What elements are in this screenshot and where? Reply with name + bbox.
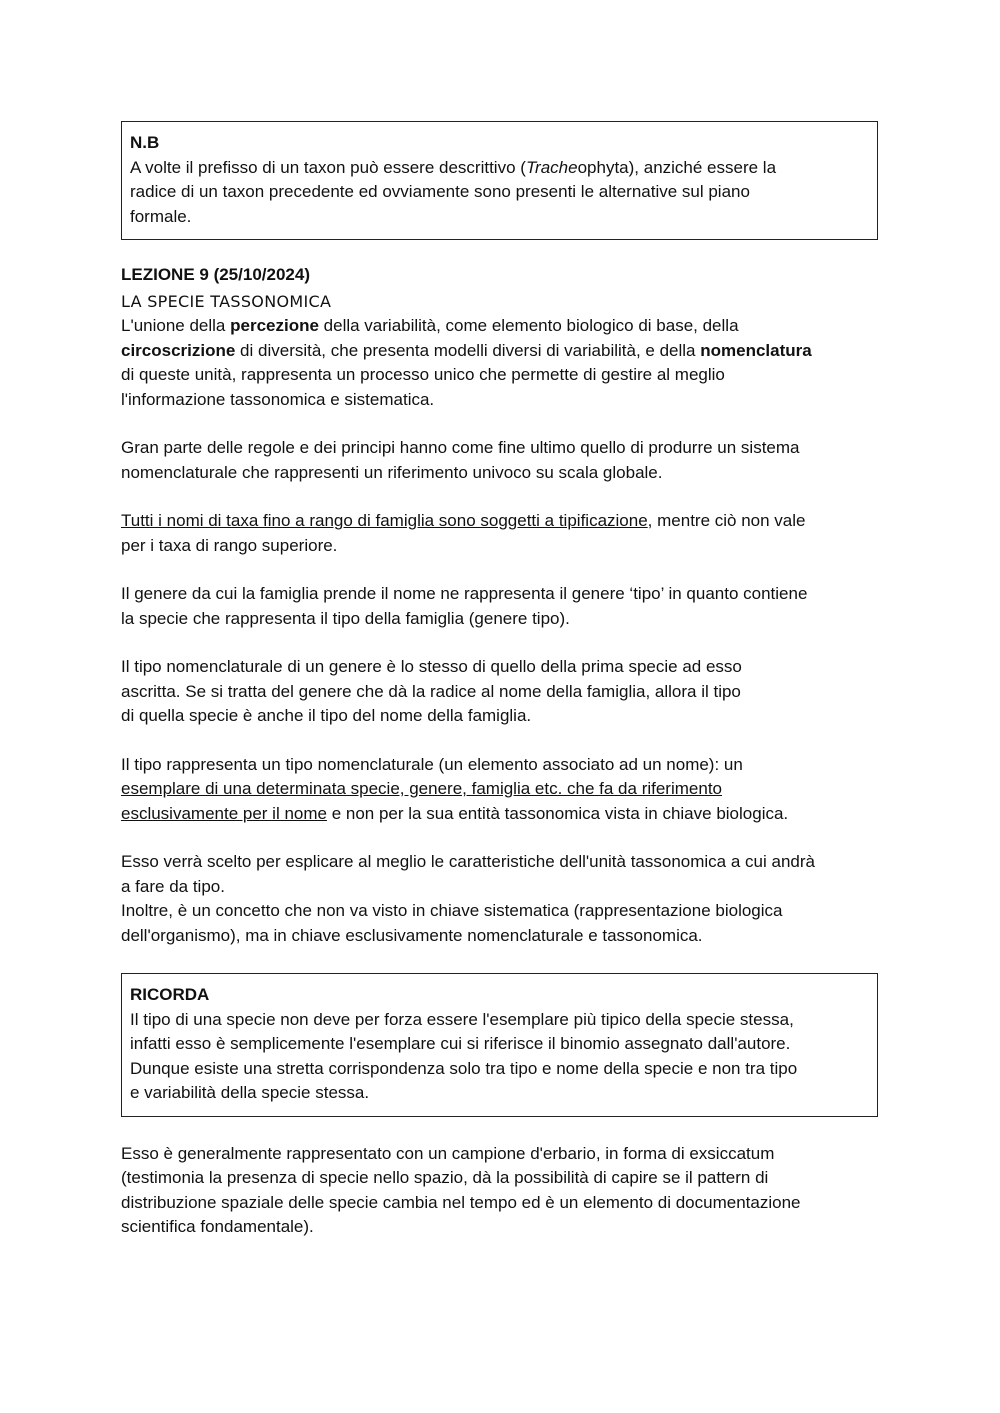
nb-line1-b: ophyta), anziché essere la — [577, 157, 777, 177]
p7-line4: dell'organismo), ma in chiave esclusivamente nomenclaturale e tassonomica. — [121, 925, 703, 945]
paragraph-unione — [121, 314, 878, 412]
p3-underlined: Tutti i nomi di taxa fino a rango di famiglia sono soggetti a tipificazione — [121, 511, 648, 530]
nb-line1-a: A volte il prefisso di un taxon può essere descrittivo ( — [130, 157, 526, 177]
nb-line2: radice di un taxon precedente ed ovviamente sono presenti le alternative sul piano — [130, 182, 750, 201]
p8-line3: distribuzione spaziale delle specie cambia nel tempo ed è un elemento di documentazione — [121, 1192, 801, 1212]
p7-line3: Inoltre, è un concetto che non va visto in chiave sistematica (rappresentazione biologica — [121, 901, 783, 920]
p4-line1: Il genere da cui la famiglia prende il nome ne rappresenta il genere ‘tipo’ in quanto contiene — [121, 584, 808, 603]
p5-line3: di quella specie è anche il tipo del nome della famiglia. — [121, 706, 532, 725]
nb-box-title: N.B — [130, 133, 160, 152]
document-page — [121, 121, 878, 1240]
p4-line2: la specie che rappresenta il tipo della famiglia (genere tipo). — [121, 608, 570, 628]
ricorda-line4: e variabilità della specie stessa. — [130, 1083, 370, 1102]
section-title: LA SPECIE TASSONOMICA — [121, 291, 332, 311]
p1-bold-percezione: percezione — [230, 316, 319, 335]
p6-line3-underlined: esclusivamente per il nome — [121, 803, 327, 823]
p6-line1: Il tipo rappresenta un tipo nomenclaturale (un elemento associato ad un nome): un — [121, 754, 743, 774]
p1-text-c: della variabilità, come elemento biologico di base, della — [318, 316, 739, 335]
p2-line1: Gran parte delle regole e dei principi hanno come fine ultimo quello di produrre un sistema — [121, 438, 800, 457]
p6-line2-underlined: esemplare di una determinata specie, genere, famiglia etc. che fa da riferimento — [121, 779, 722, 798]
p1-text-a: L'unione della — [121, 316, 231, 335]
paragraph-genere — [121, 582, 878, 631]
ricorda-box-text — [130, 1008, 869, 1106]
p3-line2: per i taxa di rango superiore. — [121, 535, 338, 555]
p8-line2: (testimonia la presenza di specie nello spazio, dà la possibilità di capire se il pattern di — [121, 1168, 769, 1187]
p8-line4: scientifica fondamentale). — [121, 1217, 314, 1236]
p3-rest: , mentre ciò non vale — [647, 511, 806, 530]
paragraph-erbario — [121, 1142, 878, 1240]
nb-line3: formale. — [130, 206, 192, 226]
lesson-title: LEZIONE 9 (25/10/2024) — [121, 265, 310, 284]
p7-line2: a fare da tipo. — [121, 876, 225, 896]
p5-line1: Il tipo nomenclaturale di un genere è lo stesso di quello della prima specie ad esso — [121, 657, 742, 676]
p8-line1: Esso è generalmente rappresentato con un campione d'erbario, in forma di exsiccatum — [121, 1143, 775, 1163]
p1-bold-nomenclatura: nomenclatura — [700, 340, 812, 360]
p2-line2: nomenclaturale che rappresenti un riferimento univoco su scala globale. — [121, 462, 663, 482]
ricorda-line3: Dunque esiste una stretta corrispondenza solo tra tipo e nome della specie e non tra tipo — [130, 1058, 798, 1078]
p7-line1: Esso verrà scelto per esplicare al meglio le caratteristiche dell'unità tassonomica a cui andrà — [121, 852, 815, 871]
ricorda-line1: Il tipo di una specie non deve per forza essere l'esemplare più tipico della specie stessa, — [130, 1009, 794, 1029]
p1-text-h: l'informazione tassonomica e sistematica. — [121, 389, 435, 409]
paragraph-esso-scelto — [121, 850, 878, 948]
p1-text-e: di diversità, che presenta modelli diversi di variabilità, e della — [235, 340, 701, 360]
ricorda-line2: infatti esso è semplicemente l'esemplare cui si riferisce il binomio assegnato dall'autore. — [130, 1034, 791, 1053]
p1-bold-circoscrizione: circoscrizione — [121, 340, 236, 360]
paragraph-tipo-nomenclaturale — [121, 655, 878, 729]
nb-box — [121, 121, 878, 240]
ricorda-box — [121, 973, 878, 1117]
p6-line3-rest: e non per la sua entità tassonomica vista in chiave biologica. — [326, 803, 789, 823]
p5-line2: ascritta. Se si tratta del genere che dà la radice al nome della famiglia, allora il tipo — [121, 681, 741, 701]
paragraph-tipo — [121, 753, 878, 827]
p1-text-g: di queste unità, rappresenta un processo unico che permette di gestire al meglio — [121, 365, 725, 384]
paragraph-regole — [121, 436, 878, 485]
nb-box-text — [130, 156, 869, 230]
nb-line1-italic: Trache — [525, 157, 578, 177]
ricorda-box-title: RICORDA — [130, 985, 210, 1004]
paragraph-tipificazione — [121, 509, 878, 558]
